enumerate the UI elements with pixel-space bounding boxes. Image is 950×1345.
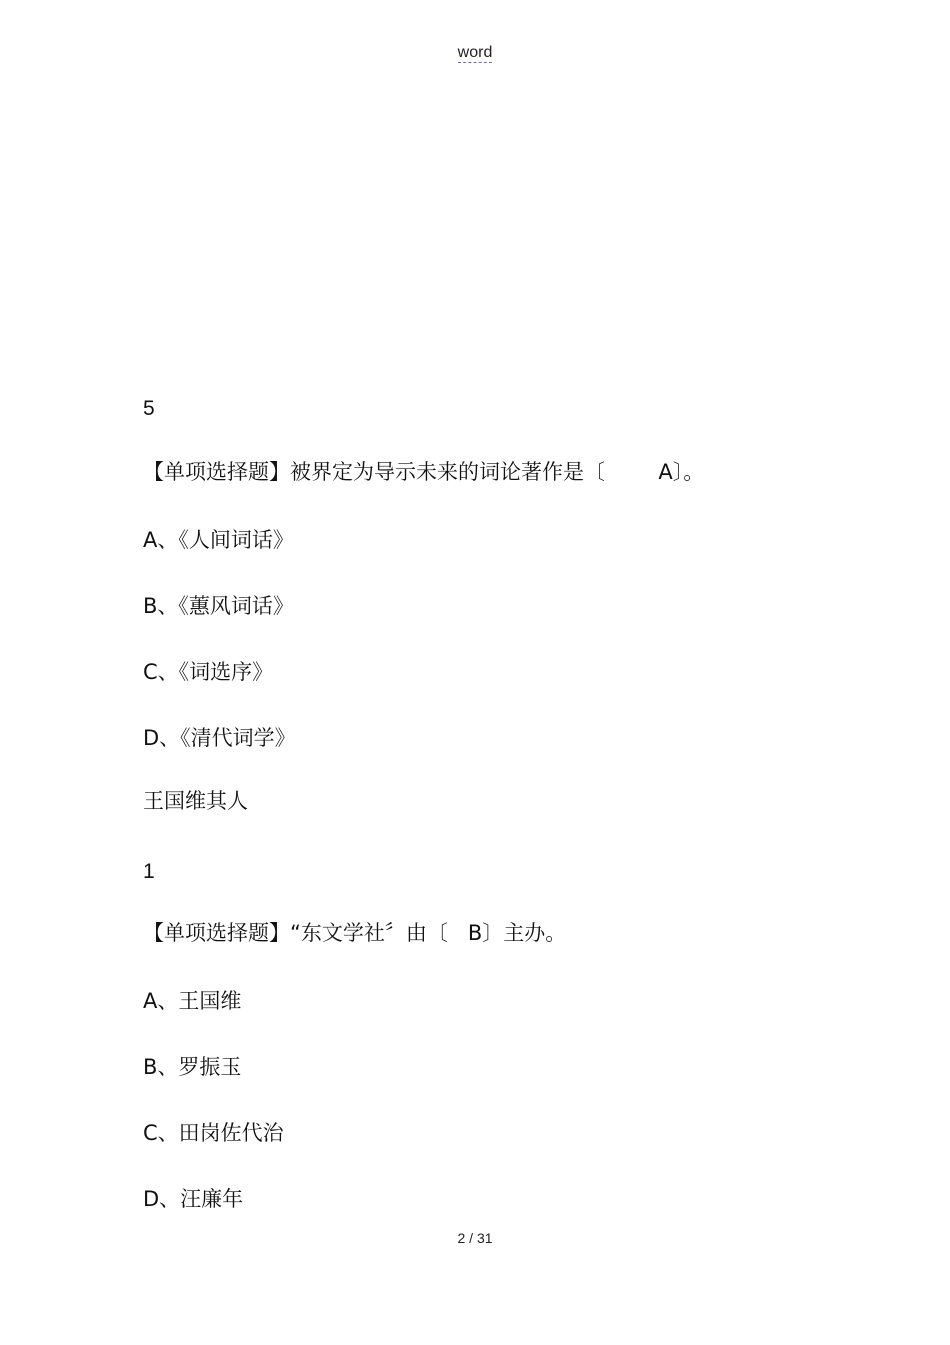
option-c: C、《词选序》	[143, 660, 274, 684]
option-c: C、田岗佐代治	[143, 1121, 284, 1145]
question-number: 5	[143, 397, 155, 420]
header-text: word	[457, 44, 493, 61]
option-b: B、《蕙风词话》	[143, 594, 294, 618]
question-text: 【单项选择题】被界定为导示未来的词论著作是〔 A〕。	[143, 460, 705, 484]
section-heading: 王国维其人	[143, 789, 248, 813]
option-d: D、汪廉年	[143, 1187, 244, 1211]
option-d: D、《清代词学》	[143, 726, 296, 750]
option-b: B、罗振玉	[143, 1055, 242, 1079]
page-indicator: 2 / 31	[457, 1230, 493, 1246]
option-a: A、《人间词话》	[143, 528, 294, 552]
option-a: A、王国维	[143, 989, 242, 1013]
page-header	[0, 44, 950, 62]
page-footer	[0, 1230, 950, 1246]
question-text: 【单项选择题】“东文学社〞由〔 B〕主办。	[143, 921, 567, 945]
question-number: 1	[143, 860, 155, 883]
